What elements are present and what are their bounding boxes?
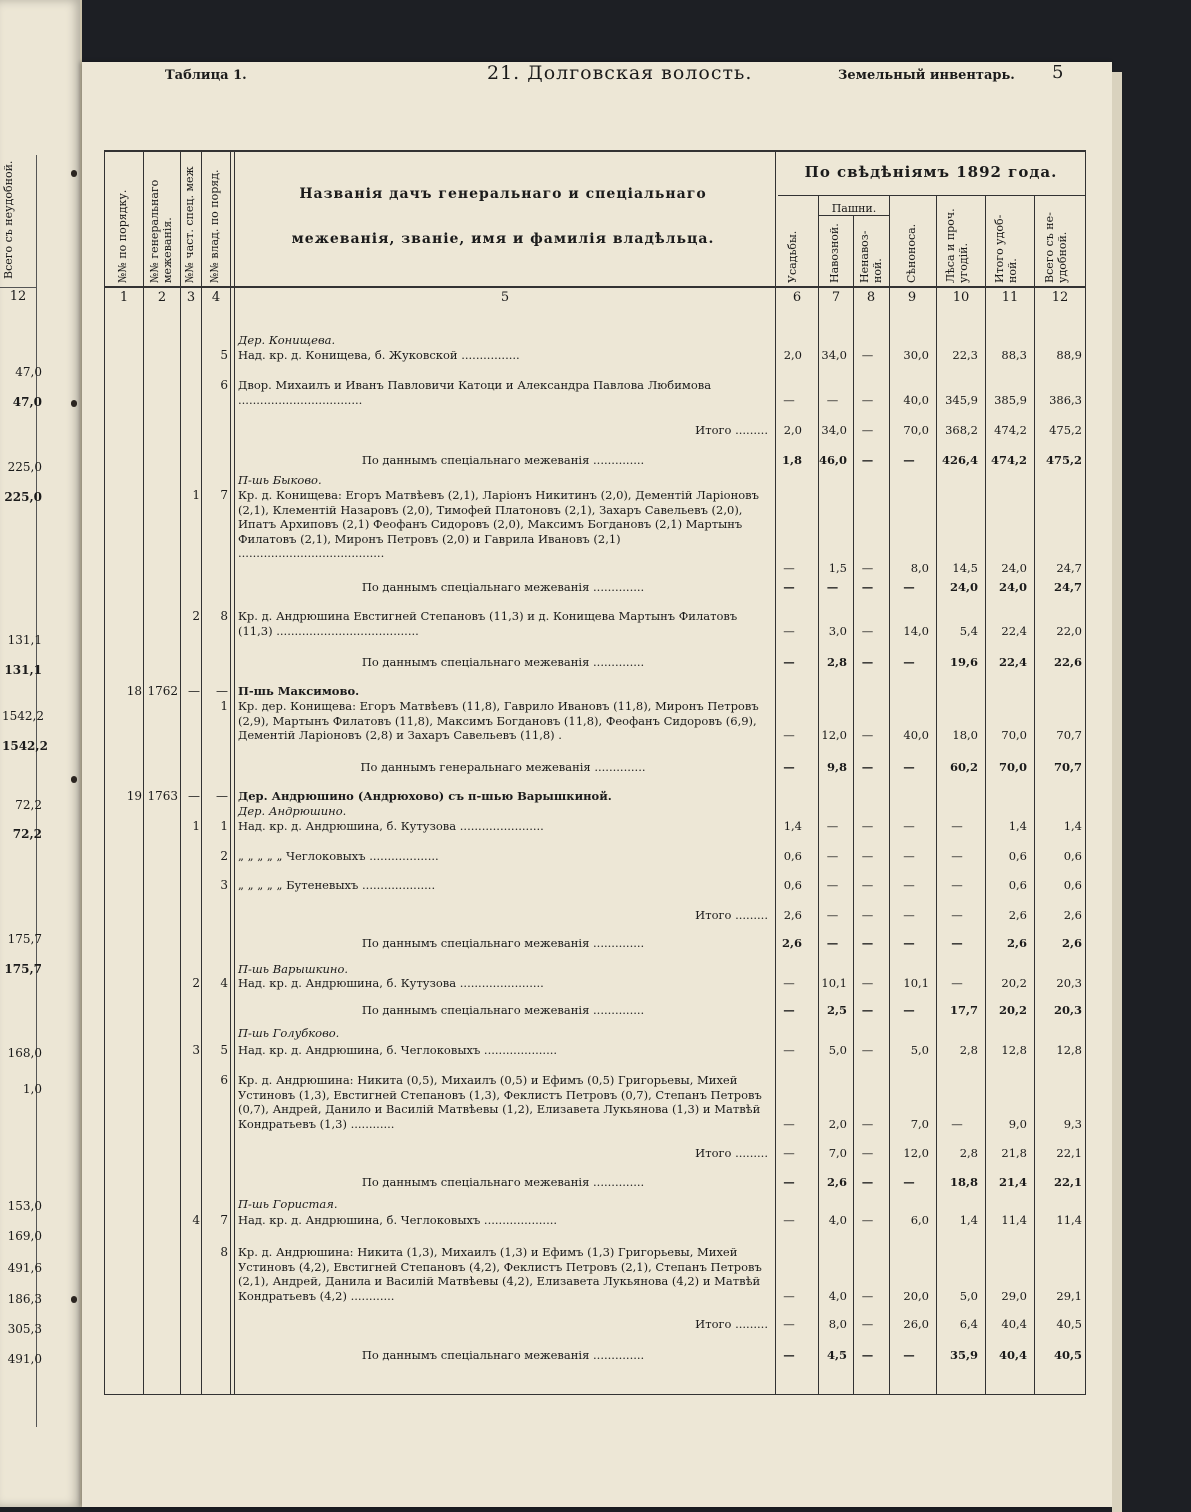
section-heading: Дер. Андрюшино. — [238, 804, 347, 818]
value-cell: 0,6 — [1063, 878, 1082, 892]
value-cell: 11,4 — [1056, 1213, 1082, 1227]
value-cell: 70,0 — [903, 423, 929, 437]
column-number: 6 — [792, 290, 802, 305]
value-cell: 2,8 — [959, 1043, 978, 1057]
section-heading: П-шь Гористая. — [238, 1197, 338, 1211]
subtotal-label: Итого ......... — [695, 1317, 768, 1331]
row-index: 8 — [220, 1245, 228, 1259]
value-cell: — — [951, 878, 963, 892]
survey-data-label: По даннымъ спеціальнаго межеванія .............. — [361, 936, 645, 950]
section-heading: П-шь Голубково. — [238, 1026, 340, 1040]
value-cell: 70,0 — [1001, 728, 1027, 742]
value-cell: 18,0 — [952, 728, 978, 742]
owner-entry: „ „ „ „ „ Бутеневыхъ .................... — [238, 878, 436, 892]
row-index: — — [188, 789, 200, 803]
binding-hole — [71, 776, 77, 783]
value-cell: — — [903, 655, 915, 669]
value-cell: — — [861, 819, 874, 833]
value-cell: — — [951, 976, 963, 990]
value-cell: — — [861, 623, 874, 638]
value-cell: 2,6 — [783, 908, 802, 922]
estate-heading: П-шь Максимово. — [238, 684, 360, 698]
left-page-value: 186,3 — [7, 1292, 42, 1306]
value-cell: 474,2 — [990, 453, 1027, 467]
owner-entry: Над. кр. д. Андрюшина, б. Кутузова ....................... — [238, 976, 544, 990]
value-cell: 70,7 — [1056, 728, 1082, 742]
value-cell: — — [903, 878, 915, 892]
value-cell: 1,8 — [781, 453, 802, 467]
value-cell: 20,3 — [1056, 976, 1082, 990]
value-cell: 70,7 — [1053, 760, 1082, 774]
subtotal-label: Итого ......... — [695, 423, 768, 437]
value-cell: 474,2 — [994, 423, 1027, 437]
value-cell: — — [861, 453, 874, 467]
section-heading: Дер. Конищева. — [238, 333, 336, 347]
row-index: 2 — [192, 976, 200, 990]
value-cell: 385,9 — [994, 392, 1027, 407]
row-index: 7 — [220, 488, 228, 502]
value-cell: 10,1 — [903, 976, 929, 990]
value-cell: 22,6 — [1053, 655, 1082, 669]
value-cell: — — [903, 1348, 915, 1362]
value-cell: 12,0 — [903, 1146, 929, 1160]
left-column-header — [0, 155, 37, 288]
value-cell: — — [861, 348, 874, 362]
owner-entry: Над. кр. д. Андрюшина, б. Чеглоковыхъ .................... — [238, 1213, 558, 1227]
value-cell: 4,0 — [828, 1213, 847, 1227]
value-cell: 4,0 — [828, 1288, 847, 1303]
value-cell: 40,5 — [1056, 1317, 1082, 1331]
value-cell: — — [903, 849, 915, 863]
value-cell: 5,0 — [910, 1043, 929, 1057]
value-cell: 24,0 — [1001, 560, 1027, 575]
value-cell: 26,0 — [903, 1317, 929, 1331]
value-cell: 9,0 — [1008, 1116, 1027, 1131]
owner-entry: Кр. д. Андрюшина Евстигней Степановъ (11,3) и д. Конищева Мартынъ Филатовъ (11,3) ....................................... — [238, 609, 738, 638]
value-cell: 12,0 — [821, 728, 847, 742]
col-header-hayfields: Сѣноноса. — [905, 223, 918, 283]
row-index: 6 — [220, 378, 228, 392]
survey-data-label: По даннымъ генеральнаго межеванія .............. — [360, 760, 646, 774]
value-cell: — — [861, 1348, 874, 1362]
value-cell: 6,4 — [959, 1317, 978, 1331]
value-cell: — — [783, 1146, 795, 1160]
value-cell: — — [861, 1003, 874, 1017]
value-cell: 2,6 — [826, 1175, 847, 1189]
row-index: 6 — [220, 1073, 228, 1087]
value-cell: 24,0 — [949, 580, 978, 594]
owner-entry: Над. кр. д. Андрюшина, б. Кутузова ....................... — [238, 819, 544, 833]
value-cell: 35,9 — [949, 1348, 978, 1362]
left-header-text: Всего съ неудобной. — [2, 160, 15, 279]
col-header-general-survey: №№ генеральнаго межеванія. — [148, 179, 174, 283]
value-cell: 2,5 — [826, 1003, 847, 1017]
value-cell: 2,0 — [828, 1116, 847, 1131]
owner-entry: Двор. Михаилъ и Иванъ Павловичи Катоци и Александра Павлова Любимова .................................. — [238, 378, 712, 407]
col-header-homesteads: Усадьбы. — [786, 230, 799, 283]
value-cell: 2,8 — [959, 1146, 978, 1160]
value-cell: 2,6 — [1008, 908, 1027, 922]
owner-entry: Кр. д. Конищева: Егоръ Матвѣевъ (2,1), Ларіонъ Никитинъ (2,0), Дементій Ларіоновъ (2,1), Клементій Назаровъ (2,0), Тимофей Платоновъ (2,1), Захаръ Савельевъ (2,0), Ипатъ Архиповъ (2,1) Феофанъ Сидоровъ (2,0), Максимъ Богдановъ (2,1) Мартынъ Филатовъ (2,1), Миронъ Петровъ (2,0) и Гаврила Ивановъ (2,1) ........................................ — [238, 488, 759, 560]
value-cell: — — [783, 976, 795, 990]
value-cell: 21,4 — [998, 1175, 1027, 1189]
value-cell: 40,4 — [998, 1348, 1027, 1362]
left-page-value: 1542,2 — [2, 709, 44, 723]
row-index: 5 — [220, 1043, 228, 1057]
value-cell: — — [861, 908, 874, 922]
value-cell: 1,4 — [783, 819, 802, 833]
value-cell: — — [861, 1213, 874, 1227]
page-title: 21. Долговская волость. — [487, 62, 753, 84]
value-cell: 22,1 — [1056, 1146, 1082, 1160]
left-page-value: 47,0 — [15, 365, 42, 379]
value-cell: 1,5 — [828, 560, 847, 575]
value-cell: 40,0 — [903, 728, 929, 742]
section-title: Земельный инвентарь. — [838, 68, 1015, 83]
column-number: 11 — [1001, 290, 1019, 305]
value-cell: 368,2 — [945, 423, 978, 437]
value-cell: 24,7 — [1056, 560, 1082, 575]
column-number: 3 — [186, 290, 196, 305]
col-header-names-line2: межеванія, званіе, имя и фамилія владѣльца. — [291, 231, 715, 247]
value-cell: — — [861, 760, 874, 774]
row-index: 1763 — [147, 789, 178, 803]
column-number: 1 — [119, 290, 129, 305]
value-cell: 20,2 — [998, 1003, 1027, 1017]
value-cell: 5,4 — [959, 623, 978, 638]
value-cell: 345,9 — [945, 392, 978, 407]
col-header-unmanured: Ненавоз-ной. — [858, 230, 884, 283]
value-cell: 2,6 — [1006, 936, 1027, 950]
column-number: 9 — [907, 290, 917, 305]
value-cell: 88,3 — [1001, 348, 1027, 362]
value-cell: 40,4 — [1001, 1317, 1027, 1331]
left-page-value: 175,7 — [4, 962, 42, 976]
left-page-value: 153,0 — [7, 1199, 42, 1213]
left-page-value: 1542,2 — [2, 739, 48, 753]
value-cell: 46,0 — [818, 453, 847, 467]
col-header-owner-order: №№ влад. по поряд. — [208, 169, 221, 283]
value-cell: — — [861, 1175, 874, 1189]
binding-hole — [71, 170, 77, 177]
left-page-value: 47,0 — [12, 395, 42, 409]
row-index: 5 — [220, 348, 228, 362]
left-page-value: 131,1 — [4, 663, 42, 677]
column-number: 8 — [866, 290, 876, 305]
value-cell: 20,2 — [1001, 976, 1027, 990]
row-index: 1 — [192, 488, 200, 502]
value-cell: 9,3 — [1063, 1116, 1082, 1131]
left-page-value: 168,0 — [7, 1046, 42, 1060]
value-cell: — — [903, 1175, 915, 1189]
value-cell: 22,3 — [952, 348, 978, 362]
row-index: 2 — [220, 849, 228, 863]
arable-header: Пашни. — [831, 202, 877, 215]
left-page-value: 225,0 — [4, 490, 42, 504]
value-cell: — — [861, 1043, 874, 1057]
value-cell: — — [861, 1317, 874, 1331]
value-cell: 0,6 — [1063, 849, 1082, 863]
value-cell: — — [903, 936, 915, 950]
value-cell: 10,1 — [821, 976, 847, 990]
value-cell: 34,0 — [821, 348, 847, 362]
left-column-number: 12 — [9, 289, 27, 304]
value-cell: 22,4 — [1001, 623, 1027, 638]
row-index: — — [216, 684, 228, 698]
subtotal-label: Итого ......... — [695, 908, 768, 922]
value-cell: — — [861, 878, 874, 892]
value-cell: 34,0 — [821, 423, 847, 437]
value-cell: — — [826, 908, 839, 922]
value-cell: 29,0 — [1001, 1288, 1027, 1303]
value-cell: 14,0 — [903, 623, 929, 638]
value-cell: — — [783, 1317, 795, 1331]
value-cell: 0,6 — [1008, 849, 1027, 863]
owner-entry: Над. кр. д. Андрюшина, б. Чеглоковыхъ .................... — [238, 1043, 558, 1057]
value-cell: — — [951, 819, 963, 833]
left-page-value: 305,3 — [7, 1322, 42, 1336]
value-cell: — — [783, 1175, 795, 1189]
value-cell: 22,0 — [1056, 623, 1082, 638]
subtotal-label: Итого ......... — [695, 1146, 768, 1160]
row-index: 1 — [220, 819, 228, 833]
value-cell: — — [903, 1003, 915, 1017]
estate-heading: Дер. Андрюшино (Андрюхово) съ п-шью Варышкиной. — [238, 789, 612, 803]
value-cell: — — [861, 728, 874, 742]
value-cell: — — [951, 908, 963, 922]
value-cell: — — [783, 392, 795, 407]
value-cell: 60,2 — [949, 760, 978, 774]
value-cell: — — [783, 1003, 795, 1017]
row-index: — — [188, 684, 200, 698]
value-cell: 20,0 — [903, 1288, 929, 1303]
value-cell: 0,6 — [783, 849, 802, 863]
page-number: 5 — [1052, 62, 1064, 83]
binding-hole — [71, 1296, 77, 1303]
value-cell: 9,8 — [826, 760, 847, 774]
value-cell: 2,6 — [781, 936, 802, 950]
owner-entry: „ „ „ „ „ Чеглоковыхъ ................... — [238, 849, 439, 863]
value-cell: — — [861, 1288, 874, 1303]
row-index: 1 — [220, 699, 228, 713]
row-index: 1762 — [147, 684, 178, 698]
owner-entry: Кр. д. Андрюшина: Никита (0,5), Михаилъ (0,5) и Ефимъ (0,5) Григорьевы, Михей Устиновъ (1,3), Евстигней Степановъ (1,3), Феклистъ Петровъ (0,7), Степанъ Петровъ (0,7), Андрей, Данило и Василій Матвѣевы (1,2), Елизавета Лукьянова (1,3) и Матвѣй Кондратьевъ (1,3) ............ — [238, 1073, 762, 1131]
row-index: 18 — [126, 684, 142, 698]
value-cell: 4,5 — [826, 1348, 847, 1362]
row-index: 7 — [220, 1213, 228, 1227]
value-cell: 5,0 — [828, 1043, 847, 1057]
column-number: 2 — [157, 290, 167, 305]
owner-entry: Над. кр. д. Конищева, б. Жуковской ................ — [238, 348, 520, 362]
col-header-names-line1: Названія дачъ генеральнаго и спеціальнаго — [299, 186, 707, 202]
survey-data-label: По даннымъ спеціальнаго межеванія .............. — [361, 655, 645, 669]
col-header-order: №№ по порядку. — [116, 189, 129, 283]
value-cell: — — [826, 849, 839, 863]
col-header-total-usable: Итого удоб-ной. — [993, 214, 1019, 283]
value-cell: 475,2 — [1049, 423, 1082, 437]
value-cell: 2,0 — [783, 423, 802, 437]
value-cell: 8,0 — [828, 1317, 847, 1331]
value-cell: 3,0 — [828, 623, 847, 638]
left-page-value: 72,2 — [15, 798, 42, 812]
value-cell: — — [903, 453, 915, 467]
value-cell: 20,3 — [1053, 1003, 1082, 1017]
value-cell: 24,0 — [998, 580, 1027, 594]
value-cell: — — [903, 908, 915, 922]
left-page-value: 131,1 — [7, 633, 42, 647]
value-cell: — — [861, 849, 874, 863]
value-cell: 19,6 — [949, 655, 978, 669]
value-cell: — — [951, 1116, 963, 1131]
col-header-grand-total: Всего съ не-удобной. — [1043, 212, 1069, 283]
value-cell: 70,0 — [998, 760, 1027, 774]
value-cell: 22,4 — [998, 655, 1027, 669]
value-cell: 21,8 — [1001, 1146, 1027, 1160]
binding-hole — [71, 400, 77, 407]
value-cell: 12,8 — [1001, 1043, 1027, 1057]
value-cell: — — [783, 623, 795, 638]
value-cell: 1,4 — [1008, 819, 1027, 833]
value-cell: — — [903, 819, 915, 833]
row-index: 3 — [220, 878, 228, 892]
year-header: По свѣдѣніямъ 1892 года. — [804, 163, 1058, 181]
value-cell: 2,6 — [1063, 908, 1082, 922]
col-header-special-survey: №№ част. спец. меж — [183, 166, 196, 283]
value-cell: — — [826, 819, 839, 833]
column-number: 12 — [1051, 290, 1069, 305]
row-index: 19 — [126, 789, 142, 803]
value-cell: — — [861, 560, 874, 575]
value-cell: — — [783, 760, 795, 774]
value-cell: — — [783, 1213, 795, 1227]
left-page-value: 175,7 — [7, 932, 42, 946]
value-cell: 426,4 — [941, 453, 978, 467]
value-cell: 40,5 — [1053, 1348, 1082, 1362]
column-number: 10 — [952, 290, 970, 305]
value-cell: — — [861, 976, 874, 990]
left-page-value: 491,6 — [7, 1261, 42, 1275]
row-index: — — [216, 789, 228, 803]
survey-data-label: По даннымъ спеціальнаго межеванія .............. — [361, 1175, 645, 1189]
survey-data-label: По даннымъ спеціальнаго межеванія .............. — [361, 1003, 645, 1017]
value-cell: — — [861, 1116, 874, 1131]
column-number: 7 — [831, 290, 841, 305]
value-cell: 1,4 — [959, 1213, 978, 1227]
col-header-manured: Навозной. — [828, 223, 841, 283]
survey-data-label: По даннымъ спеціальнаго межеванія .............. — [361, 580, 645, 594]
table-label: Таблица 1. — [165, 68, 247, 83]
value-cell: — — [783, 655, 795, 669]
value-cell: — — [826, 936, 839, 950]
value-cell: 24,7 — [1053, 580, 1082, 594]
value-cell: 14,5 — [952, 560, 978, 575]
value-cell: — — [861, 936, 874, 950]
value-cell: 88,9 — [1056, 348, 1082, 362]
value-cell: 6,0 — [910, 1213, 929, 1227]
value-cell: 12,8 — [1056, 1043, 1082, 1057]
value-cell: 0,6 — [1008, 878, 1027, 892]
value-cell: 2,0 — [783, 348, 802, 362]
value-cell: 40,0 — [903, 392, 929, 407]
value-cell: 2,6 — [1061, 936, 1082, 950]
row-index: 4 — [220, 976, 228, 990]
owner-entry: Кр. дер. Конищева: Егоръ Матвѣевъ (11,8), Гаврило Ивановъ (11,8), Миронъ Петровъ (2,9), Мартынъ Филатовъ (11,8), Максимъ Богдановъ (11,8), Феофанъ Сидоровъ (6,9), Дементій Ларіоновъ (2,8) и Захаръ Савельевъ (11,8) . — [238, 699, 759, 742]
value-cell: 11,4 — [1001, 1213, 1027, 1227]
value-cell: — — [783, 1043, 795, 1057]
column-number: 5 — [500, 290, 510, 305]
value-cell: 29,1 — [1056, 1288, 1082, 1303]
value-cell: — — [861, 655, 874, 669]
row-index: 8 — [220, 609, 228, 623]
value-cell: 0,6 — [783, 878, 802, 892]
section-heading: П-шь Быково. — [238, 473, 322, 487]
value-cell: 8,0 — [910, 560, 929, 575]
left-page-edge — [0, 0, 82, 1507]
owner-entry: Кр. д. Андрюшина: Никита (1,3), Михаилъ (1,3) и Ефимъ (1,3) Григорьевы, Михей Устиновъ (4,2), Евстигней Степановъ (4,2), Феклистъ Петровъ (2,1), Степанъ Петровъ (2,1), Андрей, Данила и Василій Матвѣевы (4,2), Елизавета Лукьянова (4,2) и Матвѣй Кондратьевъ (4,2) ............ — [238, 1245, 762, 1303]
left-page-value: 169,0 — [7, 1229, 42, 1243]
value-cell: — — [951, 849, 963, 863]
value-cell: — — [861, 392, 874, 407]
value-cell: — — [783, 1116, 795, 1131]
value-cell: — — [861, 423, 874, 437]
value-cell: 22,1 — [1053, 1175, 1082, 1189]
value-cell: 17,7 — [949, 1003, 978, 1017]
value-cell: — — [903, 580, 915, 594]
value-cell: — — [826, 392, 839, 407]
value-cell: — — [783, 1348, 795, 1362]
value-cell: — — [903, 760, 915, 774]
section-heading: П-шь Варышкино. — [238, 962, 349, 976]
value-cell: 1,4 — [1063, 819, 1082, 833]
row-index: 4 — [192, 1213, 200, 1227]
value-cell: — — [861, 1146, 874, 1160]
value-cell: 5,0 — [959, 1288, 978, 1303]
value-cell: — — [783, 1288, 795, 1303]
left-page-value: 1,0 — [22, 1082, 42, 1096]
value-cell: 7,0 — [910, 1116, 929, 1131]
col-header-forests: Лѣса и проч. угодій. — [944, 208, 970, 283]
survey-data-label: По даннымъ спеціальнаго межеванія .............. — [361, 1348, 645, 1362]
left-page-value: 225,0 — [7, 460, 42, 474]
value-cell: — — [861, 580, 874, 594]
value-cell: 7,0 — [828, 1146, 847, 1160]
value-cell: — — [951, 936, 963, 950]
value-cell: 18,8 — [949, 1175, 978, 1189]
value-cell: 2,8 — [826, 655, 847, 669]
row-index: 3 — [192, 1043, 200, 1057]
survey-data-label: По даннымъ спеціальнаго межеванія .............. — [361, 453, 645, 467]
left-page-value: 491,0 — [7, 1352, 42, 1366]
left-page-value: 72,2 — [12, 827, 42, 841]
column-number: 4 — [211, 290, 221, 305]
row-index: 2 — [192, 609, 200, 623]
value-cell: 30,0 — [903, 348, 929, 362]
value-cell: — — [783, 728, 795, 742]
value-cell: — — [783, 580, 795, 594]
value-cell: — — [826, 878, 839, 892]
value-cell: — — [783, 560, 795, 575]
value-cell: 475,2 — [1045, 453, 1082, 467]
value-cell: — — [826, 580, 839, 594]
row-index: 1 — [192, 819, 200, 833]
value-cell: 386,3 — [1049, 392, 1082, 407]
